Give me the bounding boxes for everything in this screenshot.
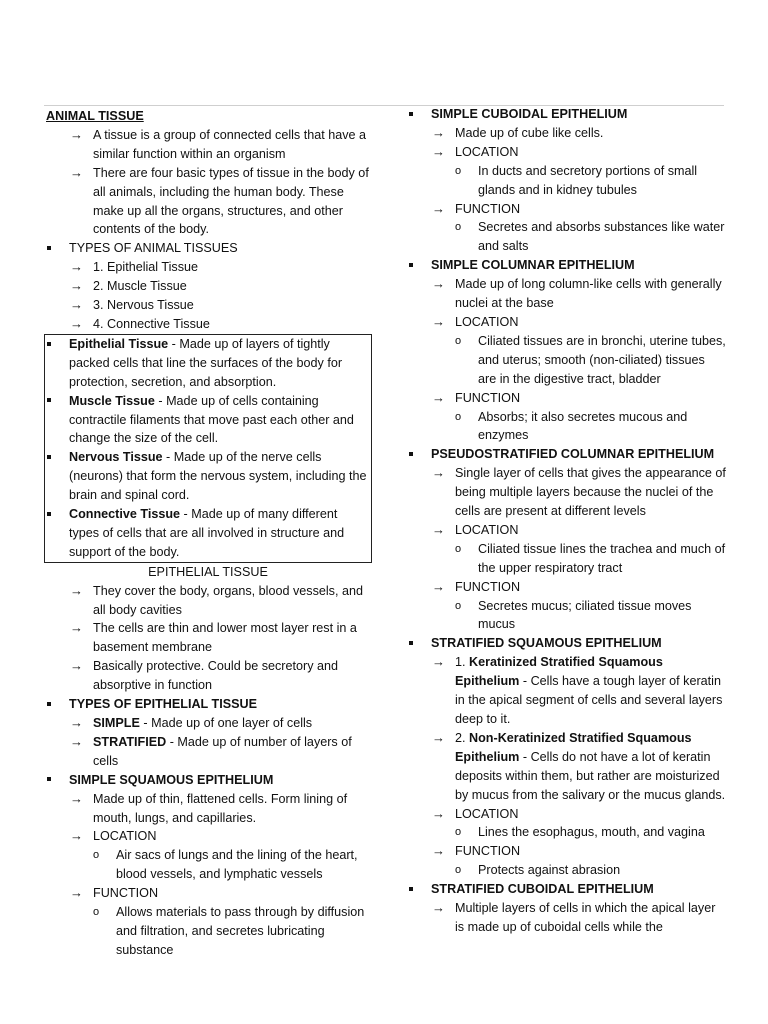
definition-item: Connective Tissue - Made up of many different types of cells that are all involved in structure and support of the body. (46, 505, 370, 562)
arrow-icon: → (432, 805, 445, 821)
circle-bullet-icon: o (455, 542, 462, 555)
arrow-icon: → (70, 715, 83, 730)
arrow-icon: → (70, 315, 83, 331)
arrow-icon: → (70, 885, 83, 901)
circle-bullet-icon: o (455, 334, 462, 347)
list-item: → They cover the body, organs, blood vessels, and all body cavities (70, 582, 363, 617)
arrow-icon: → (70, 278, 83, 294)
sub-list-item: o In ducts and secretory portions of small glands and in kidney tubules (455, 163, 698, 197)
list-item: → Multiple layers of cells in which the apical layer is made up of cuboidal cells while the (432, 900, 716, 934)
list-item: → Basically protective. Could be secretory and absorptive in function (70, 658, 339, 693)
square-bullet-icon (46, 695, 51, 714)
arrow-icon: → (70, 259, 83, 275)
list-heading: SIMPLE CUBOIDAL EPITHELIUM (408, 105, 726, 124)
circle-bullet-icon: o (455, 864, 462, 877)
square-bullet-icon (408, 634, 413, 653)
arrow-icon: → (432, 578, 445, 594)
square-bullet-icon (46, 448, 51, 467)
arrow-icon: → (432, 654, 445, 670)
list-heading: TYPES OF EPITHELIAL TISSUE (46, 695, 370, 714)
definition-item: Nervous Tissue - Made up of the nerve cells (neurons) that form the nervous system, including the brain and spinal cord. (46, 448, 370, 505)
arrow-icon: → (432, 389, 445, 405)
list-heading: SIMPLE SQUAMOUS EPITHELIUM (46, 771, 370, 790)
sub-list-item: o Ciliated tissue lines the trachea and much of the upper respiratory tract (455, 541, 726, 575)
square-bullet-icon (408, 445, 413, 464)
arrow-icon: → (70, 658, 83, 674)
list-item: → LOCATION (408, 805, 726, 824)
circle-bullet-icon: o (455, 164, 462, 177)
arrow-icon: → (70, 126, 83, 142)
sub-list-item: o Ciliated tissues are in bronchi, uterine tubes, and uterus; smooth (non-ciliated) tissues are in the digestive tract, bladder (455, 333, 726, 386)
arrow-icon: → (70, 828, 83, 844)
sub-list-item: o Air sacs of lungs and the lining of the heart, blood vessels, and lymphatic vessels (93, 848, 358, 882)
list-heading: PSEUDOSTRATIFIED COLUMNAR EPITHELIUM (408, 445, 726, 464)
list-item: → STRATIFIED - Made up of number of layers of cells (70, 733, 352, 768)
list-item: → Single layer of cells that gives the appearance of being multiple layers because the nuclei of the cells are present at different levels (432, 465, 726, 519)
list-item: → LOCATION (408, 143, 726, 162)
list-item: → A tissue is a group of connected cells that have a similar function within an organism (70, 126, 367, 161)
list-item: → Made up of long column-like cells with generally nuclei at the base (432, 276, 722, 311)
definition-item: Muscle Tissue - Made up of cells containing contractile filaments that move past each other and change the size of the cell. (46, 392, 370, 449)
list-item: → LOCATION (46, 827, 370, 846)
animal-tissue-title: ANIMAL TISSUE (46, 109, 144, 123)
list-heading: SIMPLE COLUMNAR EPITHELIUM (408, 256, 726, 275)
arrow-icon: → (432, 200, 445, 216)
circle-bullet-icon: o (93, 849, 100, 862)
list-item: → 4. Connective Tissue (46, 315, 370, 334)
definition-item: Epithelial Tissue - Made up of layers of tightly packed cells that line the surfaces of the body for protection, secretion, and absorption. (46, 335, 370, 392)
list-item: → Made up of thin, flattened cells. Form lining of mouth, lungs, and capillaries. (70, 790, 348, 825)
list-heading: TYPES OF ANIMAL TISSUES (46, 239, 370, 258)
left-column (46, 107, 370, 960)
sub-list-item: o Allows materials to pass through by diffusion and filtration, and secretes lubricating substance (93, 905, 365, 957)
arrow-icon: → (70, 164, 83, 180)
arrow-icon: → (432, 900, 445, 916)
list-item: → 1. Epithelial Tissue (46, 258, 370, 277)
section-heading: EPITHELIAL TISSUE (148, 564, 268, 579)
list-item: → 2. Muscle Tissue (46, 277, 370, 296)
sub-list-item: o Lines the esophagus, mouth, and vagina (408, 823, 726, 842)
list-item: → FUNCTION (408, 389, 726, 408)
list-item: → 3. Nervous Tissue (46, 296, 370, 315)
list-item: → LOCATION (408, 521, 726, 540)
list-item: → The cells are thin and lower most layer rest in a basement membrane (70, 620, 357, 655)
arrow-icon: → (70, 790, 83, 806)
sub-list-item: o Secretes and absorbs substances like water and salts (455, 220, 725, 254)
list-item: → There are four basic types of tissue in the body of all animals, including the human body. These make up all the organs, structures, and other contents of the body. (70, 164, 369, 237)
arrow-icon: → (432, 143, 445, 159)
list-item: → FUNCTION (408, 578, 726, 597)
arrow-icon: → (70, 620, 83, 636)
arrow-icon: → (432, 843, 445, 859)
section-title (46, 107, 370, 126)
circle-bullet-icon: o (455, 410, 462, 423)
tissue-definitions-box (44, 334, 372, 563)
square-bullet-icon (46, 392, 51, 411)
square-bullet-icon (408, 256, 413, 275)
list-item: → FUNCTION (46, 884, 370, 903)
arrow-icon: → (70, 733, 83, 749)
sub-list-item: o Protects against abrasion (408, 861, 726, 880)
square-bullet-icon (408, 880, 413, 899)
square-bullet-icon (408, 105, 413, 124)
arrow-icon: → (70, 297, 83, 313)
arrow-icon: → (432, 276, 445, 292)
arrow-icon: → (432, 465, 445, 481)
list-heading: STRATIFIED CUBOIDAL EPITHELIUM (408, 880, 726, 899)
arrow-icon: → (432, 313, 445, 329)
list-item: → FUNCTION (408, 200, 726, 219)
square-bullet-icon (46, 505, 51, 524)
list-item: → SIMPLE - Made up of one layer of cells (46, 714, 370, 733)
circle-bullet-icon: o (455, 221, 462, 234)
square-bullet-icon (46, 335, 51, 354)
arrow-icon: → (432, 729, 445, 745)
circle-bullet-icon: o (93, 906, 100, 919)
circle-bullet-icon: o (455, 599, 462, 612)
square-bullet-icon (46, 239, 51, 258)
list-heading: STRATIFIED SQUAMOUS EPITHELIUM (408, 634, 726, 653)
arrow-icon: → (70, 582, 83, 598)
list-item: → LOCATION (408, 313, 726, 332)
list-item: → Made up of cube like cells. (408, 124, 726, 143)
list-item: → FUNCTION (408, 842, 726, 861)
list-item: → 1. Keratinized Stratified Squamous Epithelium - Cells have a tough layer of keratin in the apical segment of cells and several layers deep to it. (432, 654, 723, 726)
arrow-icon: → (432, 521, 445, 537)
arrow-icon: → (432, 124, 445, 140)
right-column (408, 105, 726, 937)
list-item: → 2. Non-Keratinized Stratified Squamous Epithelium - Cells do not have a lot of keratin deposits within them, but rather are moisturized by mucus from the salivary or the mucus glands. (432, 729, 726, 802)
square-bullet-icon (46, 771, 51, 790)
circle-bullet-icon: o (455, 826, 462, 839)
sub-list-item: o Absorbs; it also secretes mucous and enzymes (455, 409, 688, 443)
sub-list-item: o Secretes mucus; ciliated tissue moves mucus (455, 598, 692, 632)
